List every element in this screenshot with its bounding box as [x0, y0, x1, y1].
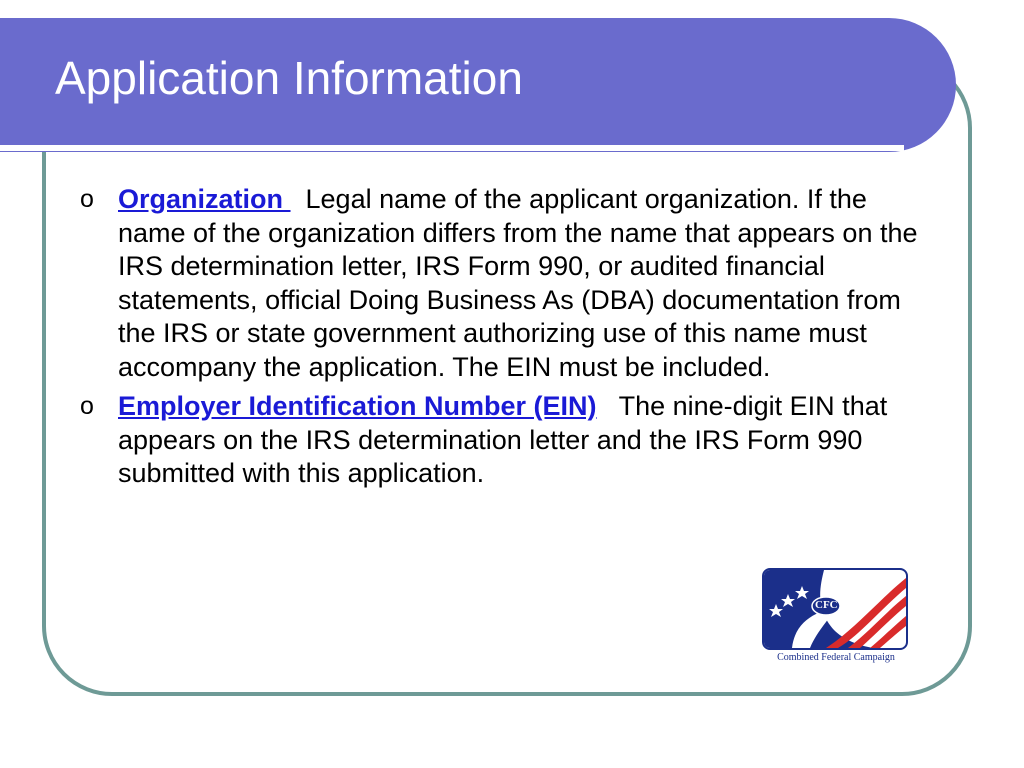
cfc-logo [762, 568, 910, 672]
bullet-marker: o [80, 392, 94, 420]
bullet-marker: o [80, 185, 94, 213]
bullet-ein [80, 390, 940, 491]
bullet-list [80, 183, 940, 497]
term-ein[interactable]: Employer Identification Number (EIN) [118, 391, 597, 421]
term-organization[interactable]: Organization [118, 184, 291, 214]
slide-title: Application Information [55, 52, 523, 104]
cfc-logo-emblem [762, 568, 908, 650]
bullet-organization [80, 183, 940, 384]
cfc-badge-text: CFC [815, 599, 838, 611]
description-ein: The nine-digit EIN that appears on the IRS determination letter and the IRS Form 990 submitted with this application. [118, 391, 895, 488]
cfc-logo-caption: Combined Federal Campaign [777, 652, 895, 663]
description-organization: Legal name of the applicant organization. If the name of the organization differs from the name that appears on the IRS determination letter, IRS Form 990, or audited financial statements, official Doing Business As (DBA) documentation from the IRS or state government authorizing use of this name must accompany the application. The EIN must be included. [118, 184, 926, 382]
title-underline [0, 145, 904, 151]
